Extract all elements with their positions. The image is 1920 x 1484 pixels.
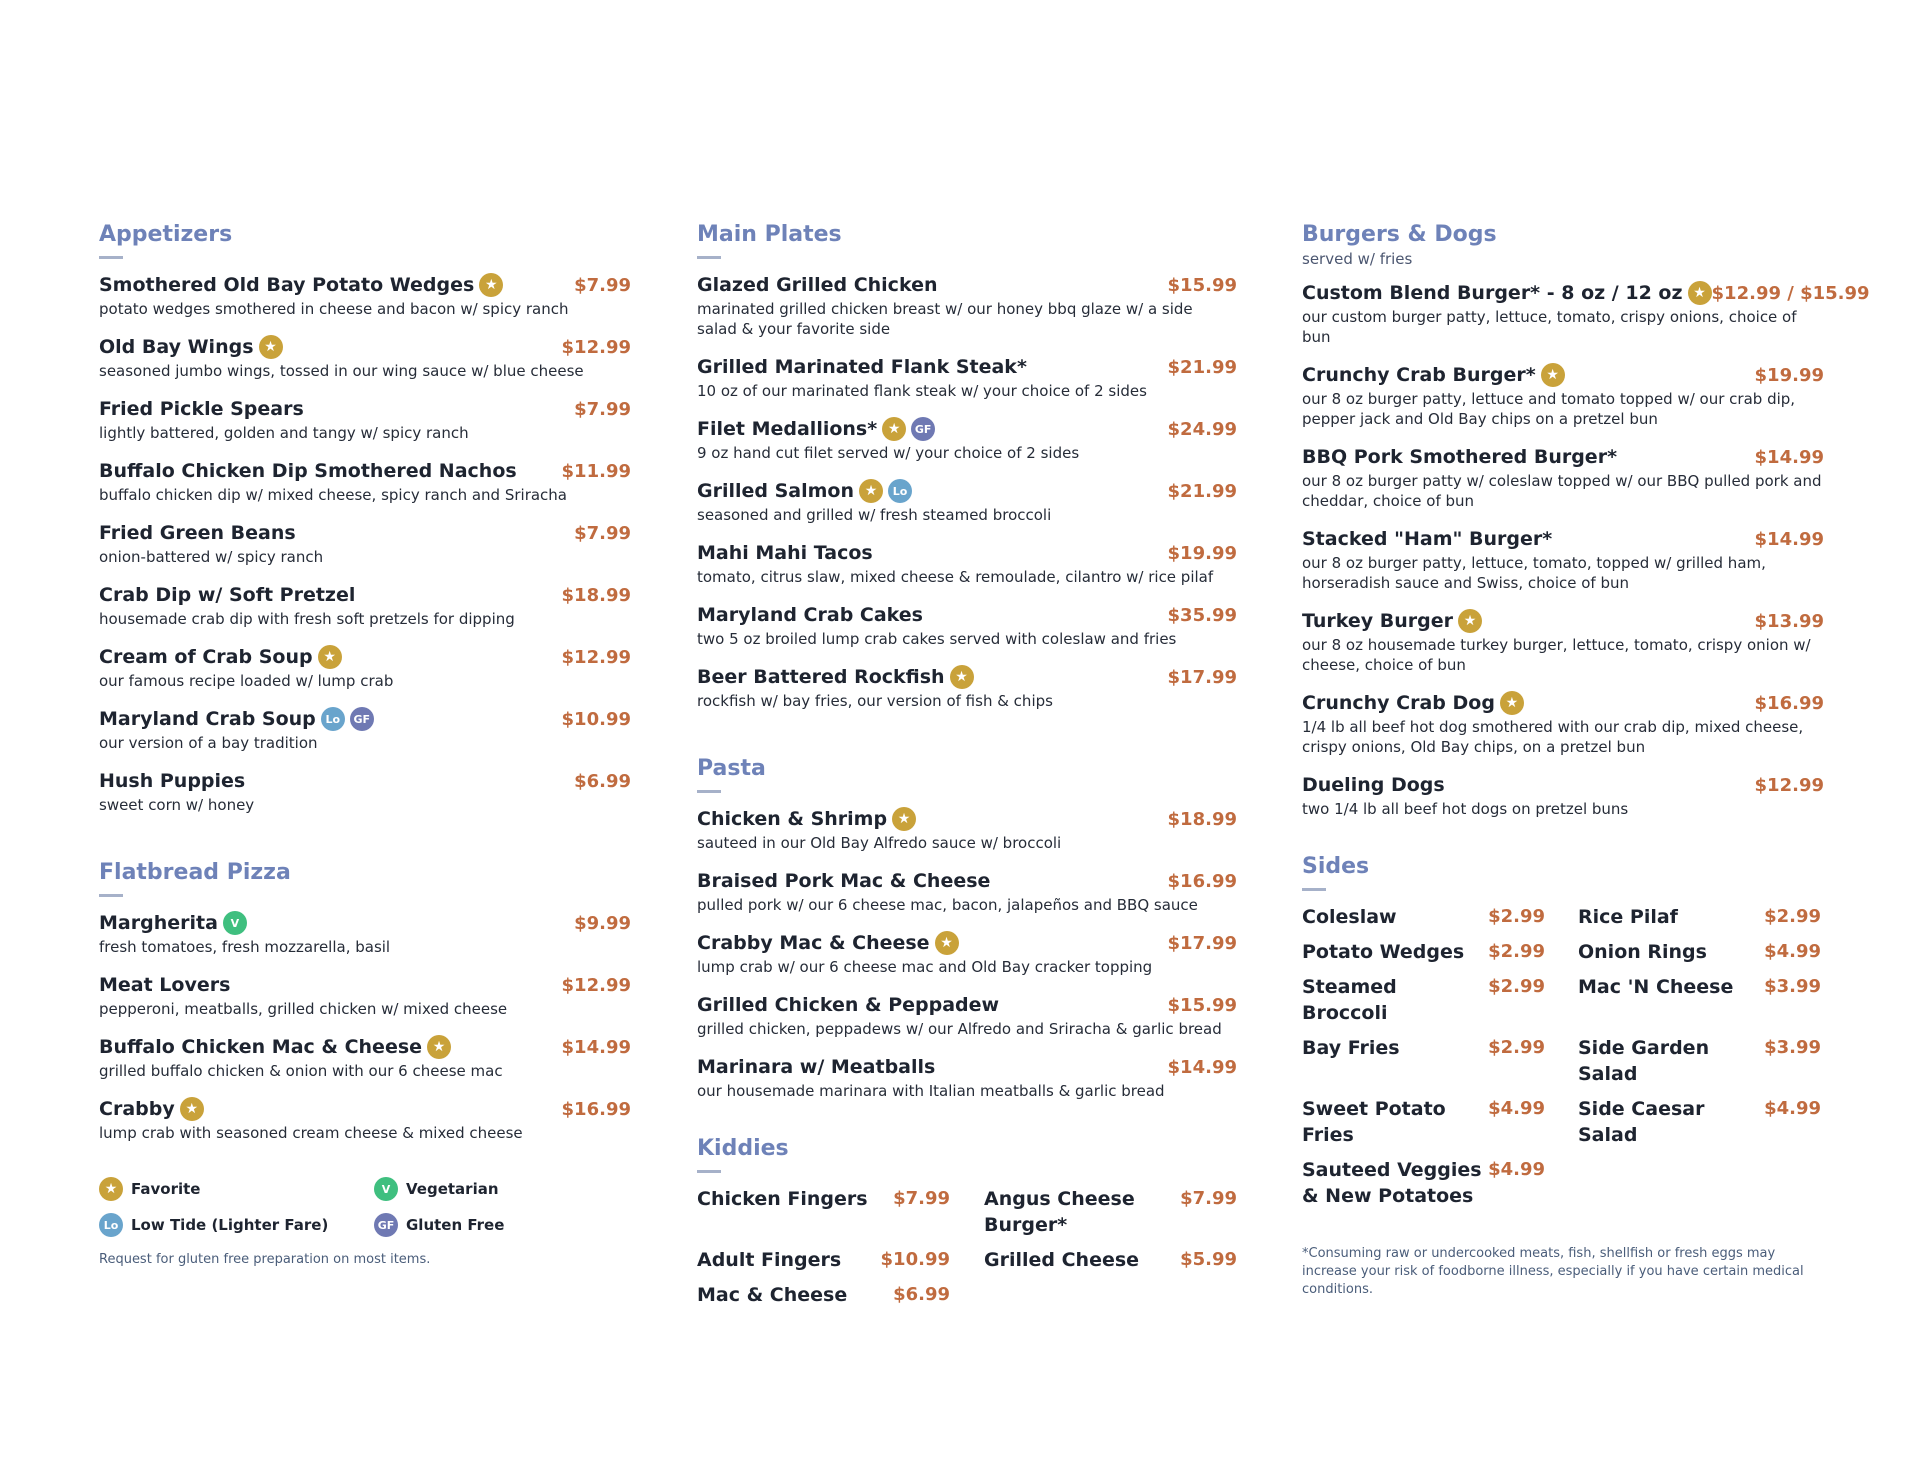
item-name: Meat Lovers <box>99 974 231 996</box>
menu-item <box>697 602 1237 649</box>
item-name: Dueling Dogs <box>1302 774 1445 796</box>
section-rule <box>697 790 721 793</box>
section-title-sides: Sides <box>1302 854 1370 879</box>
item-name: Angus Cheese Burger* <box>984 1188 1135 1236</box>
legend <box>99 1177 631 1272</box>
side-item <box>1302 1096 1545 1148</box>
item-price: $7.99 <box>574 274 631 296</box>
item-price: $11.99 <box>561 460 631 482</box>
item-description: lump crab w/ our 6 cheese mac and Old Bay cracker topping <box>697 958 1153 976</box>
section-title-appetizers: Appetizers <box>99 222 233 247</box>
section-title-burgers: Burgers & Dogs <box>1302 222 1497 247</box>
item-description: our version of a bay tradition <box>99 734 318 752</box>
item-price: $19.99 <box>1754 364 1824 386</box>
item-price: $12.99 <box>561 974 631 996</box>
item-name: Mac & Cheese <box>697 1284 848 1306</box>
menu-item <box>99 768 631 815</box>
item-description: two 1/4 lb all beef hot dogs on pretzel buns <box>1302 800 1629 818</box>
item-price: $12.99 / $15.99 <box>1711 282 1870 304</box>
item-name: Mac 'N Cheese <box>1578 976 1734 998</box>
item-price: $7.99 <box>893 1188 950 1209</box>
item-name: Crunchy Crab Burger* <box>1302 364 1536 386</box>
column-left <box>99 222 631 1272</box>
menu-item <box>1302 690 1824 757</box>
menu-item <box>99 910 631 957</box>
favorite-icon: ★ <box>935 931 959 955</box>
item-description: 1/4 lb all beef hot dog smothered with our crab dip, mixed cheese, crispy onions, Old Bay chips, on a pretzel bun <box>1302 718 1804 756</box>
legend-label: Low Tide (Lighter Fare) <box>131 1216 329 1234</box>
menu-item <box>99 272 631 319</box>
item-price: $21.99 <box>1167 480 1237 502</box>
item-price: $4.99 <box>1488 1098 1545 1119</box>
section-rule <box>99 894 123 897</box>
item-price: $17.99 <box>1167 932 1237 954</box>
item-description: sauteed in our Old Bay Alfredo sauce w/ broccoli <box>697 834 1062 852</box>
side-item <box>1578 1096 1821 1148</box>
item-description: two 5 oz broiled lump crab cakes served with coleslaw and fries <box>697 630 1177 648</box>
section-title-flatbread: Flatbread Pizza <box>99 860 291 885</box>
item-description: potato wedges smothered in cheese and bacon w/ spicy ranch <box>99 300 569 318</box>
section-rule <box>1302 888 1326 891</box>
item-price: $12.99 <box>561 646 631 668</box>
item-name: Smothered Old Bay Potato Wedges <box>99 274 475 296</box>
menu-item <box>99 1034 631 1081</box>
item-name: Sweet Potato Fries <box>1302 1098 1446 1146</box>
favorite-icon: ★ <box>259 335 283 359</box>
item-price: $5.99 <box>1180 1249 1237 1270</box>
item-name: BBQ Pork Smothered Burger* <box>1302 446 1618 468</box>
side-item <box>1578 939 1821 965</box>
item-price: $16.99 <box>1754 692 1824 714</box>
item-description: seasoned and grilled w/ fresh steamed broccoli <box>697 506 1052 524</box>
favorite-icon: ★ <box>479 273 503 297</box>
item-description: 10 oz of our marinated flank steak w/ your choice of 2 sides <box>697 382 1147 400</box>
section-subtitle: served w/ fries <box>1302 250 1413 268</box>
item-price: $13.99 <box>1754 610 1824 632</box>
favorite-icon: ★ <box>882 417 906 441</box>
item-name: Side Caesar Salad <box>1578 1098 1705 1146</box>
item-name: Bay Fries <box>1302 1037 1400 1059</box>
item-price: $2.99 <box>1488 1037 1545 1058</box>
item-description: our housemade marinara with Italian meatballs & garlic bread <box>697 1082 1165 1100</box>
item-name: Margherita <box>99 912 218 934</box>
item-price: $2.99 <box>1488 976 1545 997</box>
item-name: Crabby <box>99 1098 175 1120</box>
item-price: $35.99 <box>1167 604 1237 626</box>
menu-item <box>1302 772 1824 819</box>
menu-item <box>697 354 1237 401</box>
low-tide-icon: Lo <box>321 707 345 731</box>
item-name: Stacked "Ham" Burger* <box>1302 528 1553 550</box>
low-tide-icon: Lo <box>99 1213 123 1237</box>
item-price: $4.99 <box>1764 1098 1821 1119</box>
disclaimer: *Consuming raw or undercooked meats, fish, shellfish or fresh eggs may increase your risk of foodborne illness, especially if you have certain medical conditions. <box>1302 1246 1804 1297</box>
item-price: $21.99 <box>1167 356 1237 378</box>
item-description: grilled chicken, peppadews w/ our Alfredo and Sriracha & garlic bread <box>697 1020 1222 1038</box>
favorite-icon: ★ <box>99 1177 123 1201</box>
item-price: $3.99 <box>1764 1037 1821 1058</box>
gluten-free-icon: GF <box>374 1213 398 1237</box>
item-description: pepperoni, meatballs, grilled chicken w/ mixed cheese <box>99 1000 508 1018</box>
menu-item <box>697 416 1237 463</box>
menu-item <box>99 1096 631 1143</box>
item-price: $14.99 <box>561 1036 631 1058</box>
menu-item <box>697 1054 1237 1101</box>
item-name: Buffalo Chicken Mac & Cheese <box>99 1036 423 1058</box>
low-tide-icon: Lo <box>888 479 912 503</box>
item-description: onion-battered w/ spicy ranch <box>99 548 324 566</box>
menu-item <box>99 520 631 567</box>
menu-item <box>697 272 1237 339</box>
item-description: grilled buffalo chicken & onion with our 6 cheese mac <box>99 1062 503 1080</box>
item-name: Old Bay Wings <box>99 336 254 358</box>
kiddie-item <box>697 1186 950 1238</box>
kiddie-item <box>984 1247 1237 1273</box>
section-rule <box>99 256 123 259</box>
gluten-free-icon: GF <box>350 707 374 731</box>
menu-item <box>1302 526 1824 593</box>
item-name: Grilled Marinated Flank Steak* <box>697 356 1027 378</box>
item-price: $14.99 <box>1167 1056 1237 1078</box>
legend-favorite <box>99 1177 200 1201</box>
menu-item <box>1302 362 1824 429</box>
item-price: $12.99 <box>561 336 631 358</box>
menu-item <box>697 992 1237 1039</box>
section-rule <box>697 1170 721 1173</box>
section-title-main-plates: Main Plates <box>697 222 842 247</box>
item-description: buffalo chicken dip w/ mixed cheese, spicy ranch and Sriracha <box>99 486 567 504</box>
menu-item <box>99 644 631 691</box>
gluten-free-icon: GF <box>911 417 935 441</box>
menu-item <box>99 334 631 381</box>
item-name: Maryland Crab Cakes <box>697 604 923 626</box>
item-name: Adult Fingers <box>697 1249 842 1271</box>
item-price: $6.99 <box>574 770 631 792</box>
item-name: Custom Blend Burger* - 8 oz / 12 oz <box>1302 282 1683 304</box>
side-item <box>1578 1035 1821 1087</box>
item-name: Crabby Mac & Cheese <box>697 932 930 954</box>
item-price: $18.99 <box>1167 808 1237 830</box>
menu-item <box>697 540 1237 587</box>
item-name: Onion Rings <box>1578 941 1707 963</box>
item-name: Cream of Crab Soup <box>99 646 313 668</box>
menu-item <box>1302 444 1824 511</box>
item-name: Side Garden Salad <box>1578 1037 1710 1085</box>
favorite-icon: ★ <box>859 479 883 503</box>
legend-label: Favorite <box>131 1180 201 1198</box>
vegetarian-icon: V <box>223 911 247 935</box>
item-price: $2.99 <box>1764 906 1821 927</box>
item-price: $16.99 <box>561 1098 631 1120</box>
item-name: Fried Green Beans <box>99 522 296 544</box>
side-item <box>1578 904 1821 930</box>
menu-item <box>99 582 631 629</box>
favorite-icon: ★ <box>1500 691 1524 715</box>
side-item <box>1302 974 1545 1026</box>
item-name: Chicken & Shrimp <box>697 808 888 830</box>
section-title-kiddies: Kiddies <box>697 1136 789 1161</box>
side-item <box>1302 1157 1545 1209</box>
vegetarian-icon: V <box>374 1177 398 1201</box>
menu-item <box>697 478 1237 525</box>
item-price: $19.99 <box>1167 542 1237 564</box>
item-name: Coleslaw <box>1302 906 1397 928</box>
menu-item <box>99 458 631 505</box>
item-price: $9.99 <box>574 912 631 934</box>
item-name: Potato Wedges <box>1302 941 1465 963</box>
item-price: $10.99 <box>880 1249 950 1270</box>
side-item <box>1302 939 1545 965</box>
item-price: $14.99 <box>1754 446 1824 468</box>
legend-vegetarian <box>374 1177 499 1201</box>
item-price: $24.99 <box>1167 418 1237 440</box>
kiddie-item <box>984 1186 1237 1238</box>
section-title-pasta: Pasta <box>697 756 766 781</box>
menu-item <box>697 664 1237 711</box>
menu-item <box>697 806 1237 853</box>
item-name: Sauteed Veggies & New Potatoes <box>1302 1159 1482 1207</box>
item-description: rockfish w/ bay fries, our version of fish & chips <box>697 692 1053 710</box>
favorite-icon: ★ <box>1541 363 1565 387</box>
menu-item <box>1302 608 1824 675</box>
menu-item <box>99 972 631 1019</box>
item-description: fresh tomatoes, fresh mozzarella, basil <box>99 938 391 956</box>
item-name: Hush Puppies <box>99 770 246 792</box>
item-price: $4.99 <box>1764 941 1821 962</box>
item-name: Grilled Chicken & Peppadew <box>697 994 1000 1016</box>
item-name: Marinara w/ Meatballs <box>697 1056 936 1078</box>
item-price: $6.99 <box>893 1284 950 1305</box>
item-description: our 8 oz burger patty, lettuce and tomato topped w/ our crab dip, pepper jack and Old Bay chips on a pretzel bun <box>1302 390 1796 428</box>
column-right <box>1302 222 1870 1299</box>
item-description: lightly battered, golden and tangy w/ spicy ranch <box>99 424 469 442</box>
sides-grid <box>1302 904 1824 1209</box>
menu-item <box>99 396 631 443</box>
item-name: Rice Pilaf <box>1578 906 1678 928</box>
item-description: tomato, citrus slaw, mixed cheese & remoulade, cilantro w/ rice pilaf <box>697 568 1214 586</box>
section-rule <box>697 256 721 259</box>
item-price: $12.99 <box>1754 774 1824 796</box>
legend-label: Gluten Free <box>406 1216 505 1234</box>
item-name: Maryland Crab Soup <box>99 708 316 730</box>
item-description: housemade crab dip with fresh soft pretzels for dipping <box>99 610 515 628</box>
item-name: Fried Pickle Spears <box>99 398 304 420</box>
item-description: our custom burger patty, lettuce, tomato, crispy onions, choice of bun <box>1302 308 1797 346</box>
favorite-icon: ★ <box>1688 281 1712 305</box>
item-description: our 8 oz housemade turkey burger, lettuce, tomato, crispy onion w/ cheese, choice of bun <box>1302 636 1811 674</box>
favorite-icon: ★ <box>180 1097 204 1121</box>
item-description: seasoned jumbo wings, tossed in our wing sauce w/ blue cheese <box>99 362 584 380</box>
side-item <box>1302 1035 1545 1087</box>
item-description: our famous recipe loaded w/ lump crab <box>99 672 394 690</box>
item-description: lump crab with seasoned cream cheese & mixed cheese <box>99 1124 523 1142</box>
item-price: $15.99 <box>1167 274 1237 296</box>
favorite-icon: ★ <box>427 1035 451 1059</box>
item-price: $7.99 <box>1180 1188 1237 1209</box>
favorite-icon: ★ <box>1458 609 1482 633</box>
menu-item <box>697 868 1237 915</box>
item-description: our 8 oz burger patty, lettuce, tomato, topped w/ grilled ham, horseradish sauce and Swiss, choice of bun <box>1302 554 1766 592</box>
kiddie-item <box>697 1247 950 1273</box>
legend-gluten-free <box>374 1213 504 1237</box>
item-description: our 8 oz burger patty w/ coleslaw topped w/ our BBQ pulled pork and cheddar, choice of bun <box>1302 472 1822 510</box>
item-price: $7.99 <box>574 398 631 420</box>
kiddies-grid <box>697 1186 1237 1308</box>
column-middle <box>697 222 1237 1308</box>
legend-note: Request for gluten free preparation on most items. <box>99 1252 431 1267</box>
item-price: $2.99 <box>1488 941 1545 962</box>
item-description: marinated grilled chicken breast w/ our honey bbq glaze w/ a side salad & your favorite side <box>697 300 1193 338</box>
item-name: Chicken Fingers <box>697 1188 868 1210</box>
item-name: Crab Dip w/ Soft Pretzel <box>99 584 356 606</box>
item-name: Crunchy Crab Dog <box>1302 692 1495 714</box>
item-name: Grilled Cheese <box>984 1249 1140 1271</box>
favorite-icon: ★ <box>950 665 974 689</box>
item-description: pulled pork w/ our 6 cheese mac, bacon, jalapeños and BBQ sauce <box>697 896 1198 914</box>
item-name: Grilled Salmon <box>697 480 855 502</box>
favorite-icon: ★ <box>892 807 916 831</box>
item-name: Buffalo Chicken Dip Smothered Nachos <box>99 460 517 482</box>
menu-item <box>1302 280 1870 347</box>
item-price: $17.99 <box>1167 666 1237 688</box>
item-name: Turkey Burger <box>1302 610 1454 632</box>
item-price: $14.99 <box>1754 528 1824 550</box>
favorite-icon: ★ <box>318 645 342 669</box>
item-name: Filet Medallions* <box>697 418 878 440</box>
item-description: sweet corn w/ honey <box>99 796 255 814</box>
legend-low-tide <box>99 1213 328 1237</box>
item-name: Braised Pork Mac & Cheese <box>697 870 991 892</box>
item-name: Glazed Grilled Chicken <box>697 274 938 296</box>
item-price: $10.99 <box>561 708 631 730</box>
item-price: $15.99 <box>1167 994 1237 1016</box>
item-price: $7.99 <box>574 522 631 544</box>
item-price: $3.99 <box>1764 976 1821 997</box>
item-description: 9 oz hand cut filet served w/ your choice of 2 sides <box>697 444 1080 462</box>
legend-label: Vegetarian <box>406 1180 499 1198</box>
item-price: $2.99 <box>1488 906 1545 927</box>
kiddie-item <box>697 1282 950 1308</box>
item-name: Beer Battered Rockfish <box>697 666 945 688</box>
side-item <box>1578 974 1821 1026</box>
item-name: Mahi Mahi Tacos <box>697 542 873 564</box>
side-item <box>1302 904 1545 930</box>
menu-item <box>99 706 631 753</box>
menu-item <box>697 930 1237 977</box>
item-name: Steamed Broccoli <box>1302 976 1397 1024</box>
item-price: $16.99 <box>1167 870 1237 892</box>
item-price: $18.99 <box>561 584 631 606</box>
item-price: $4.99 <box>1488 1159 1545 1180</box>
